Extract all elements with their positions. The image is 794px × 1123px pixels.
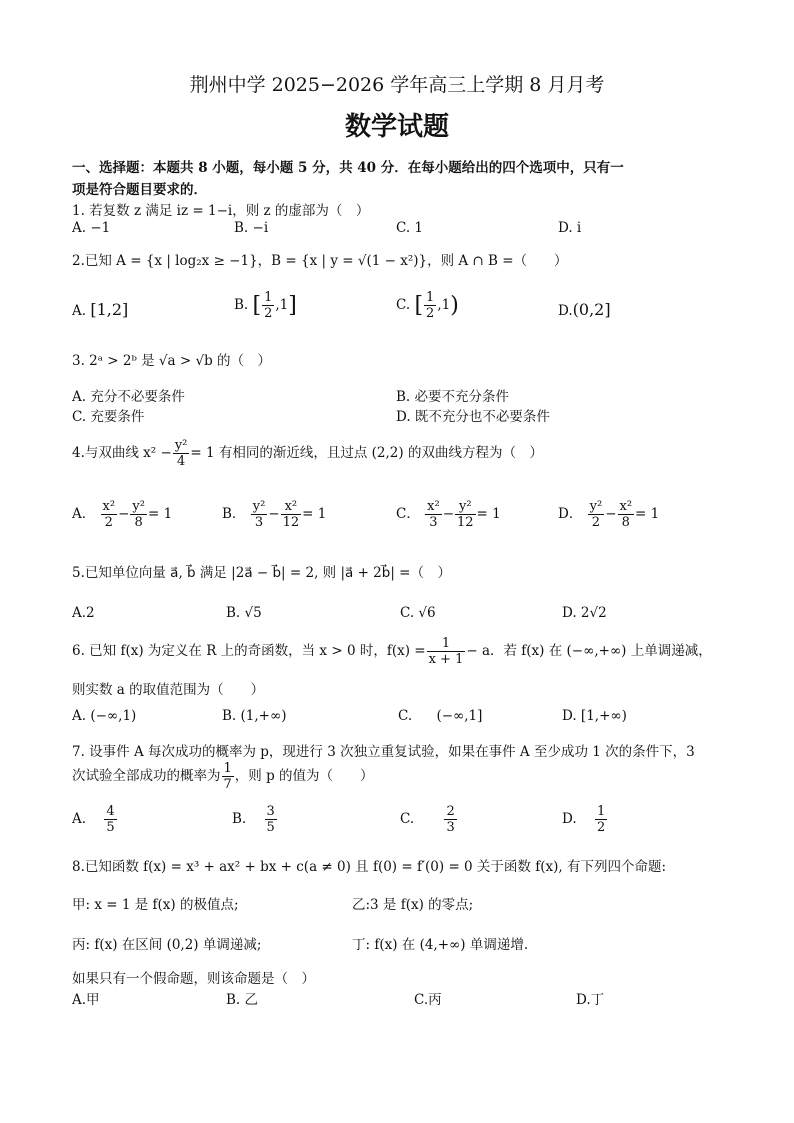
q8-proposition-yi: 乙:3 是 f(x) 的零点; [352,897,474,913]
q3-option-d: D. 既不充分也不必要条件 [396,409,550,425]
q4-b-d2: 12 [282,515,300,530]
q4-stem-num: y² [174,438,188,453]
q2-c-num: 1 [426,290,435,305]
q4-stem-fraction [173,438,190,469]
q1-option-c: C. 1 [396,220,424,236]
q2-stem-post: ，则 A ∩ B =（ ） [427,253,568,269]
q7-b-den: 5 [266,820,275,835]
q4-c-d1: 3 [429,515,438,530]
q6-option-c [398,708,482,724]
q8-proposition-bing: 丙: f(x) 在区间 (0,2) 单调递减; [72,937,262,953]
q4-option-b [222,499,326,530]
q7-d-den: 2 [596,820,606,835]
q5-option-d: D. 2√2 [562,605,607,621]
q4-c-d2: 12 [457,515,474,530]
q3-stem: 3. 2ᵃ > 2ᵇ 是 √a > √b 的（ ） [72,353,272,369]
q4-c-label: C． [396,506,420,522]
q4-stem-den: 4 [176,454,186,469]
section-instructions-line2: 项是符合题目要求的． [72,182,207,198]
q7-c-num: 2 [446,804,455,819]
q1-option-d: D. i [558,220,582,236]
q2-b-tail: ,1 [275,297,289,313]
q4-b-minus: − [268,506,280,522]
q7-c-fraction [444,804,456,835]
q2-b-den: 2 [264,306,273,321]
q7-a-den: 5 [106,820,115,835]
q8-option-a: A.甲 [72,992,100,1008]
q4-a-n1: x² [102,499,116,514]
q7-stem-fraction [222,761,234,792]
q7-b-fraction [265,804,277,835]
q7-c-den: 3 [446,820,455,835]
q4-a-frac1 [101,499,118,530]
q8-option-d: D.丁 [576,992,605,1008]
q2-stem-mid: ，B = [257,253,301,269]
q4-a-frac2 [130,499,147,530]
q4-c-frac1 [425,499,442,530]
q5-option-b: B. √5 [226,605,262,621]
q7-d-label: D. [562,811,577,827]
q7-stem-den: 7 [223,777,232,792]
q6-option-d: D. [1,+∞) [562,708,627,724]
q4-b-n1: y² [252,499,266,514]
q6-c-label: C. [398,708,413,724]
q7-d-fraction [595,804,607,835]
q4-b-frac2 [281,499,302,530]
q7-option-d [562,804,608,835]
q1-stem: 1. 若复数 z 满足 iz = 1−i，则 z 的虚部为（ ） [72,203,370,219]
q2-d-label: D. [558,303,573,319]
q3-option-c: C. 充要条件 [72,409,145,425]
q2-stem [72,249,568,269]
q4-b-eq: = 1 [302,506,327,522]
q4-b-frac1 [251,499,268,530]
q4-d-frac1 [588,499,605,530]
q6-stem-num: 1 [427,636,466,652]
q8-proposition-ding: 丁: f(x) 在 (4,+∞) 单调递增. [352,937,529,953]
q6-c-value: (−∞,1] [436,708,483,724]
q2-set-b: {x | y = √(1 − x²)} [301,253,428,269]
q2-a-label: A. [72,303,87,319]
q6-stem-post: − a．若 f(x) 在 (−∞,+∞) 上单调递减， [466,643,712,659]
q8-option-b: B. 乙 [226,992,259,1008]
q6-stem-fraction [427,636,466,667]
q7-option-b [232,804,278,835]
q4-a-minus: − [118,506,130,522]
q5-option-c: C. √6 [400,605,436,621]
q8-proposition-jia: 甲: x = 1 是 f(x) 的极值点; [72,897,239,913]
q2-b-fraction [262,290,274,321]
q2-option-b: B. [ $\frac{1}{2}$ ,1] [234,290,297,321]
q4-a-label: A． [72,506,96,522]
q4-stem-pre: 4.与双曲线 x² − [72,445,172,461]
q4-d-eq: = 1 [635,506,660,522]
q4-d-d2: 8 [621,515,630,530]
q7-option-a [72,804,118,835]
q4-c-n2: y² [455,499,476,515]
q4-b-n2: x² [281,499,302,515]
q6-stem-line2: 则实数 a 的取值范围为（ ） [72,682,265,698]
q4-option-c [396,499,501,530]
q7-stem-line2-pre: 次试验全部成功的概率为 [72,768,221,784]
q6-stem [72,636,712,667]
q4-option-a [72,499,172,530]
q4-a-d2: 8 [134,515,143,530]
q6-option-a: A. (−∞,1) [72,708,137,724]
q2-b-num: 1 [264,290,273,305]
q4-d-frac2 [618,499,635,530]
q7-stem-num: 1 [223,761,232,776]
q7-b-num: 3 [266,804,275,819]
q5-stem: 5.已知单位向量 a⃗, b⃗ 满足 |2a⃗ − b⃗| = 2, 则 |a⃗ + 2b⃗| =（ ） [72,565,451,581]
q2-option-c: C. [ $\frac{1}{2}$ ,1) [396,290,459,321]
q4-c-n1: x² [427,499,440,514]
q4-d-n2: x² [619,499,633,514]
q1-option-a: A. −1 [72,220,111,236]
q4-b-label: B． [222,506,246,522]
q7-a-fraction [104,804,116,835]
q7-stem-line2 [72,761,374,792]
q4-c-eq: = 1 [476,506,501,522]
q2-c-label: C. [396,297,411,313]
q2-a-value: [1,2] [90,300,129,319]
q4-d-label: D． [558,506,583,522]
q4-c-frac2 [455,499,476,530]
q4-option-d [558,499,659,530]
q4-d-minus: − [605,506,617,522]
q5-option-a: A.2 [72,605,95,621]
q2-c-fraction [424,290,436,321]
school-title: 荆州中学 2025−2026 学年高三上学期 8 月月考 [189,74,605,96]
q4-a-d1: 2 [104,515,113,530]
q2-b-label: B. [234,297,249,313]
q2-stem-pre: 2.已知 A = [72,253,146,269]
q3-option-a: A. 充分不必要条件 [72,389,185,405]
q6-stem-pre: 6. 已知 f(x) 为定义在 R 上的奇函数，当 x > 0 时，f(x) = [72,643,426,659]
q6-option-b: B. (1,+∞) [222,708,287,724]
q4-d-d1: 2 [591,515,601,530]
q6-stem-den: x + 1 [428,652,464,667]
q4-b-d1: 3 [254,515,264,530]
subject-title: 数学试题 [344,112,449,142]
q2-set-a: {x | log₂x ≥ −1} [145,253,258,269]
q7-a-num: 4 [106,804,115,819]
q7-a-label: A. [72,811,87,827]
q4-a-eq: = 1 [147,506,173,522]
q7-option-c [400,804,458,835]
q1-option-b: B. −i [234,220,269,236]
q2-d-value: (0,2] [572,300,611,319]
q2-c-tail: ,1 [437,297,451,313]
q8-option-c: C.丙 [414,992,442,1008]
q2-c-den: 2 [426,306,435,321]
q7-b-label: B. [232,811,247,827]
q2-option-a [72,300,128,319]
section-instructions-line1: 一、选择题：本题共 8 小题，每小题 5 分，共 40 分．在每小题给出的四个选项中，只有一 [72,160,624,176]
q4-a-n2: y² [132,499,145,514]
q8-question: 如果只有一个假命题，则该命题是（ ） [72,971,315,987]
q8-stem: 8.已知函数 f(x) = x³ + ax² + bx + c(a ≠ 0) 且 f(0) = f′(0) = 0 关于函数 f(x), 有下列四个命题: [72,859,666,875]
q3-option-b: B. 必要不充分条件 [396,389,510,405]
q4-c-minus: − [442,506,454,522]
q7-d-num: 1 [596,804,606,819]
q4-stem [72,438,543,469]
q4-d-n1: y² [589,499,603,514]
q7-stem-line1: 7. 设事件 A 每次成功的概率为 p，现进行 3 次独立重复试验，如果在事件 A 至少成功 1 次的条件下，3 [72,744,695,760]
q2-option-d [558,300,611,319]
q7-c-label: C. [400,811,415,827]
q7-stem-line2-post: ，则 p 的值为（ ） [234,768,374,784]
q4-stem-post: = 1 有相同的渐近线，且过点 (2,2) 的双曲线方程为（ ） [190,445,543,461]
